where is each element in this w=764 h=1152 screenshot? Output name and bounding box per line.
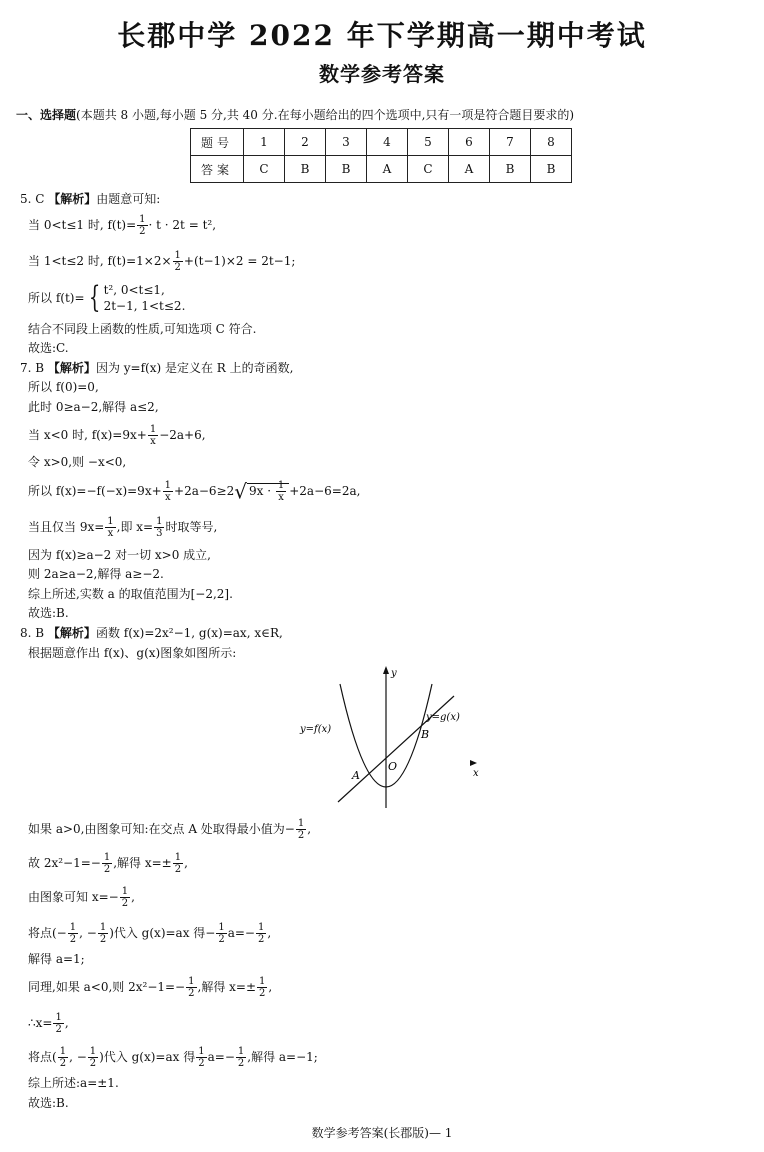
q8-line: ∴x= $\frac{1}{2}$ , — [28, 1012, 69, 1035]
q8-head: 8. B 【解析】函数 f(x)=2x²−1, g(x)=ax, x∈R, — [20, 626, 283, 640]
y-axis-arrow — [383, 666, 389, 674]
q5-head: 5. C 【解析】由题意可知: — [20, 192, 161, 206]
table-cell: 6 — [449, 129, 490, 156]
origin-label: O — [388, 760, 398, 773]
q8-line: 由图象可知 x=− $\frac{1}{2}$ , — [28, 886, 135, 909]
y-axis-label: y — [391, 668, 397, 679]
q7-line: 此时 0≥a−2,解得 a≤2, — [28, 400, 159, 414]
q5-piecewise: 所以 f(t)= { t², 0<t≤1, 2t−1, 1<t≤2. — [28, 280, 186, 315]
table-cell: 7 — [490, 129, 531, 156]
point-a-label: A — [352, 769, 360, 782]
g-label: y=g(x) — [426, 712, 460, 723]
table-cell: 2 — [285, 129, 326, 156]
function-graph — [290, 662, 490, 812]
table-row — [191, 129, 572, 156]
page-title: 长郡中学 2022 年下学期高一期中考试 — [117, 19, 647, 52]
section-label: 一、选择题 — [16, 108, 77, 122]
table-cell: B — [326, 156, 367, 183]
section-desc: (本题共 8 小题,每小题 5 分,共 40 分.在每小题给出的四个选项中,只有一项是符合题目要求的) — [76, 108, 575, 122]
table-cell: 3 — [326, 129, 367, 156]
table-header-cell: 题号 — [191, 129, 244, 156]
q7-line: 当 x<0 时, f(x)=9x+ $\frac{1}{x}$ −2a+6, — [28, 424, 206, 447]
x-axis-label: x — [473, 768, 479, 779]
x-axis-arrow — [470, 760, 477, 766]
q8-line: 将点( $\frac{1}{2}$ , − $\frac{1}{2}$ )代入 g(x)=ax 得 $\frac{1}{2}$ a=− $\frac{1}{2}$ ,解得 a=−1; — [28, 1046, 318, 1069]
table-row — [191, 156, 572, 183]
f-label: y=f(x) — [300, 724, 332, 735]
page-footer: 数学参考答案(长郡版)— 1 — [311, 1126, 453, 1140]
q7-line: 则 2a≥a−2,解得 a≥−2. — [28, 567, 164, 581]
table-cell: A — [449, 156, 490, 183]
q8-line: 将点(− $\frac{1}{2}$ , − $\frac{1}{2}$ )代入 g(x)=ax 得− $\frac{1}{2}$ a=− $\frac{1}{2}$ , — [28, 922, 272, 945]
table-cell: 4 — [367, 129, 408, 156]
q7-head: 7. B 【解析】因为 y=f(x) 是定义在 R 上的奇函数, — [20, 361, 294, 375]
q5-line: 当 0<t≤1 时, f(t)= $\frac{1}{2}$ · t · 2t = t², — [28, 214, 217, 237]
q8-line: 根据题意作出 f(x)、g(x)图象如图所示: — [28, 646, 237, 660]
table-cell: A — [367, 156, 408, 183]
q5-line: 故选:C. — [28, 341, 69, 355]
q7-line: 所以 f(x)=−f(−x)=9x+ $\frac{1}{x}$ +2a−6≥2√ 9x · $\frac{1}{x}$ +2a−6=2a, — [28, 479, 361, 504]
q7-line: 故选:B. — [28, 606, 69, 620]
q8-line: 如果 a>0,由图象可知:在交点 A 处取得最小值为− $\frac{1}{2}$ , — [28, 818, 312, 841]
q8-line: 故 2x²−1=− $\frac{1}{2}$ ,解得 x=± $\frac{1}{2}$ , — [28, 852, 188, 875]
table-cell: B — [531, 156, 572, 183]
q8-line: 综上所述:a=±1. — [28, 1076, 119, 1090]
q7-line: 所以 f(0)=0, — [28, 380, 99, 394]
table-cell: 8 — [531, 129, 572, 156]
q5-line: 结合不同段上函数的性质,可知选项 C 符合. — [28, 322, 257, 336]
table-cell: C — [244, 156, 285, 183]
table-cell: C — [408, 156, 449, 183]
table-cell: B — [490, 156, 531, 183]
q7-line: 当且仅当 9x= $\frac{1}{x}$ ,即 x= $\frac{1}{3}$ 时取等号, — [28, 516, 218, 539]
page-subtitle: 数学参考答案 — [319, 62, 445, 86]
table-cell: 1 — [244, 129, 285, 156]
q5-line: 当 1<t≤2 时, f(t)=1×2× $\frac{1}{2}$ +(t−1)×2 = 2t−1; — [28, 250, 296, 273]
q7-line: 因为 f(x)≥a−2 对一切 x>0 成立, — [28, 548, 212, 562]
q8-line: 同理,如果 a<0,则 2x²−1=− $\frac{1}{2}$ ,解得 x=± $\frac{1}{2}$ , — [28, 976, 273, 999]
answer-table — [190, 128, 572, 183]
q8-line: 解得 a=1; — [28, 952, 85, 966]
q8-line: 故选:B. — [28, 1096, 69, 1110]
section-heading — [16, 106, 574, 123]
q7-line: 综上所述,实数 a 的取值范围为[−2,2]. — [28, 587, 233, 601]
point-b-label: B — [421, 728, 430, 741]
table-cell: B — [285, 156, 326, 183]
table-header-cell: 答案 — [191, 156, 244, 183]
table-cell: 5 — [408, 129, 449, 156]
q7-line: 令 x>0,则 −x<0, — [28, 455, 127, 469]
